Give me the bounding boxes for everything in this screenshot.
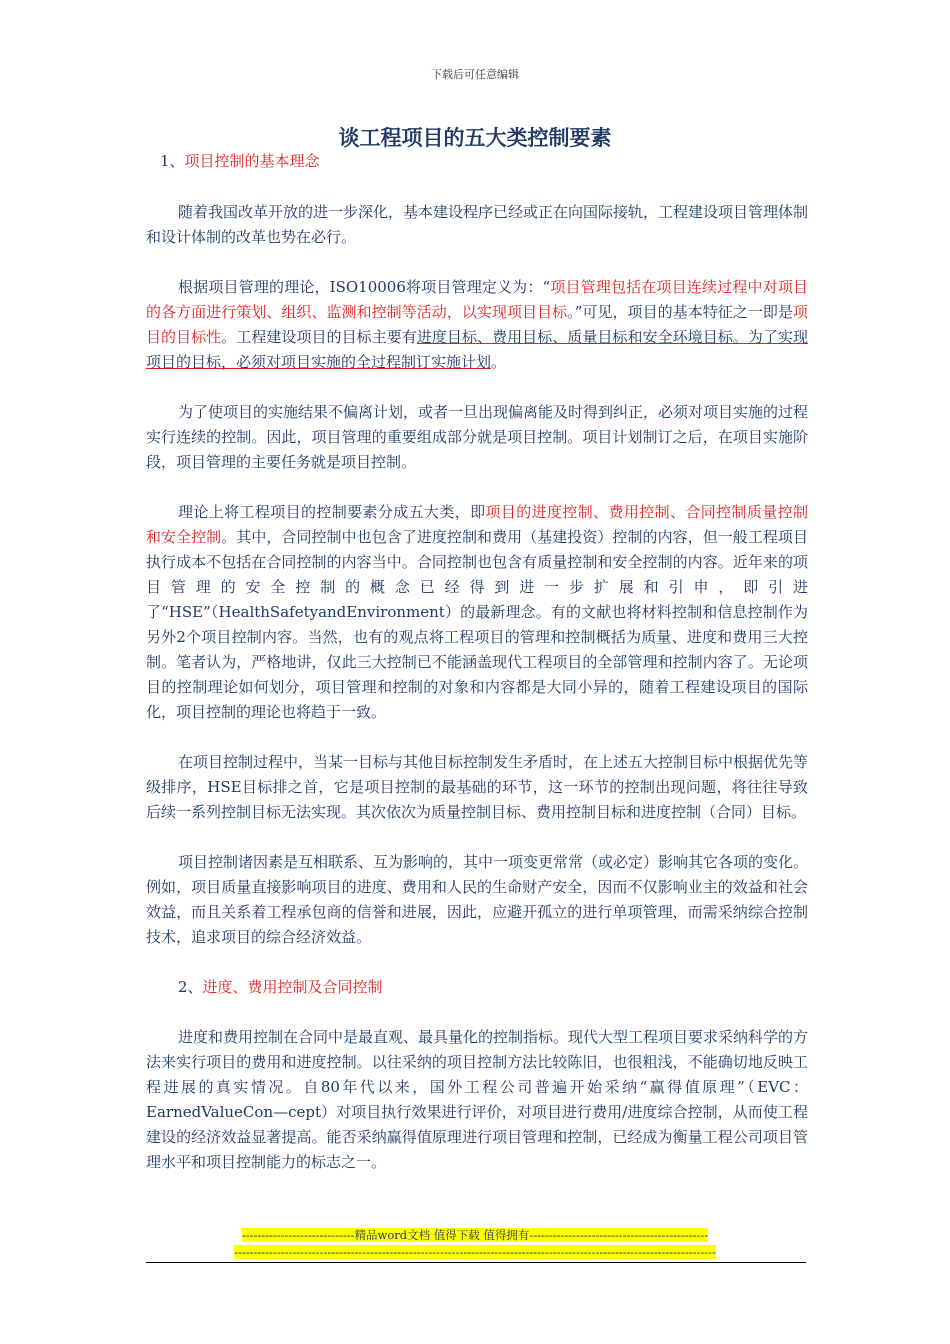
footer-line-1 <box>0 1227 950 1244</box>
p4-text-c: 。其中，合同控制中也包含了进度控制和费用（基建投资）控制的内容，但一般工程项目执行成本不包括在合同控制的内容当中。合同控制也包含有质量控制和安全控制的内容。近年来的项目管理的安全控制的概念已经得到进一步扩展和引申，即引进了“HSE”（HealthSafetyandEnvironment）的最新理念。有的文献也将材料控制和信息控制作为另外2个项目控制内容。当然，也有的观点将工程项目的管理和控制概括为质量、进度和费用三大控制。笔者认为，严格地讲，仅此三大控制已不能涵盖现代工程项目的全部管理和控制内容了。无论项目的控制理论如何划分，项目管理和控制的对象和内容都是大同小异的，随着工程建设项目的国际化，项目控制的理论也将趋于一致。 <box>146 528 808 721</box>
paragraph-4 <box>146 500 808 725</box>
page-header: 下载后可任意编辑 <box>431 68 519 81</box>
paragraph-3: 为了使项目的实施结果不偏离计划，或者一旦出现偏离能及时得到纠正，必须对项目实施的过程实行连续的控制。因此，项目管理的重要组成部分就是项目控制。项目计划制订之后，在项目实施阶段，项目管理的主要任务就是项目控制。 <box>146 403 809 471</box>
footer-line-2 <box>0 1244 950 1261</box>
section-1-label: 项目控制的基本理念 <box>184 152 320 170</box>
paragraph-7: 进度和费用控制在合同中是最直观、最具量化的控制指标。现代大型工程项目要求采纳科学的方法来实行项目的费用和进度控制。以往采纳的项目控制方法比较陈旧，也很粗浅，不能确切地反映工程进展的真实情况。自80年代以来，国外工程公司普遍开始采纳“赢得值原理”（EVC：EarnedValueCon—cept）对项目执行效果进行评价，对项目进行费用/进度综合控制，从而使工程建设的经济效益显著提高。能否采纳赢得值原理进行项目管理和控制，已经成为衡量工程公司项目管理水平和项目控制能力的标志之一。 <box>146 1028 809 1171</box>
paragraph-5: 在项目控制过程中，当某一目标与其他目标控制发生矛盾时，在上述五大控制目标中根据优先等级排序，HSE目标排之首，它是项目控制的最基础的环节，这一环节的控制出现问题，将往往导致后续一系列控制目标无法实现。其次依次为质量控制目标、费用控制目标和进度控制（合同）目标。 <box>146 753 809 821</box>
section-1-number: 1、 <box>160 152 185 170</box>
p2-text-g: 。 <box>491 353 507 371</box>
page-footer <box>0 1227 950 1261</box>
section-2-label: 进度、费用控制及合同控制 <box>202 978 383 996</box>
body-text <box>146 200 808 1200</box>
footer-banner-text: -----------------------------精品word文档 值得下载 值得拥有---------------------------------------------- <box>241 1228 709 1242</box>
paragraph-2 <box>146 275 808 375</box>
section-2-number: 2、 <box>178 978 203 996</box>
p4-highlight: 项目的进度控制、费用控制、合同控制质量控制和安全控制 <box>146 503 808 546</box>
section-1-heading <box>160 149 822 174</box>
p2-definition: 项目管理包括在项目连续过程中对项目的各方面进行策划、组织、监测和控制等活动，以实现项目目标 <box>146 278 808 321</box>
p2-text-e: 。工程建设项目的目标主要有 <box>221 328 417 346</box>
p2-underlined: 进度目标、费用目标、质量目标和安全环境目标。为了实现项目的目标，必须对项目实施的全过程制订实施计划 <box>146 328 808 371</box>
document-title: 谈工程项目的五大类控制要素 <box>338 125 612 150</box>
paragraph-1: 随着我国改革开放的进一步深化，基本建设程序已经或正在向国际接轨，工程建设项目管理体制和设计体制的改革也势在必行。 <box>146 203 809 246</box>
section-2-heading <box>146 975 808 1000</box>
p2-text-a: 根据项目管理的理论，ISO10006将项目管理定义为：“ <box>178 278 551 296</box>
p2-highlight: 项目的目标性 <box>146 303 808 346</box>
p2-text-c: 。”可见，项目的基本特征之一即是 <box>567 303 793 321</box>
p4-text-a: 理论上将工程项目的控制要素分成五大类，即 <box>178 503 486 521</box>
paragraph-6: 项目控制诸因素是互相联系、互为影响的，其中一项变更常常（或必定）影响其它各项的变化。例如，项目质量直接影响项目的进度、费用和人民的生命财产安全，因而不仅影响业主的效益和社会效益，而且关系着工程承包商的信誉和进展，因此，应避开孤立的进行单项管理，而需采纳综合控制技术，追求项目的综合经济效益。 <box>146 853 809 946</box>
footer-rule <box>146 1262 806 1263</box>
footer-dashes: ---------------------------------------------------------------------------------------------------------------------------- <box>234 1245 716 1259</box>
